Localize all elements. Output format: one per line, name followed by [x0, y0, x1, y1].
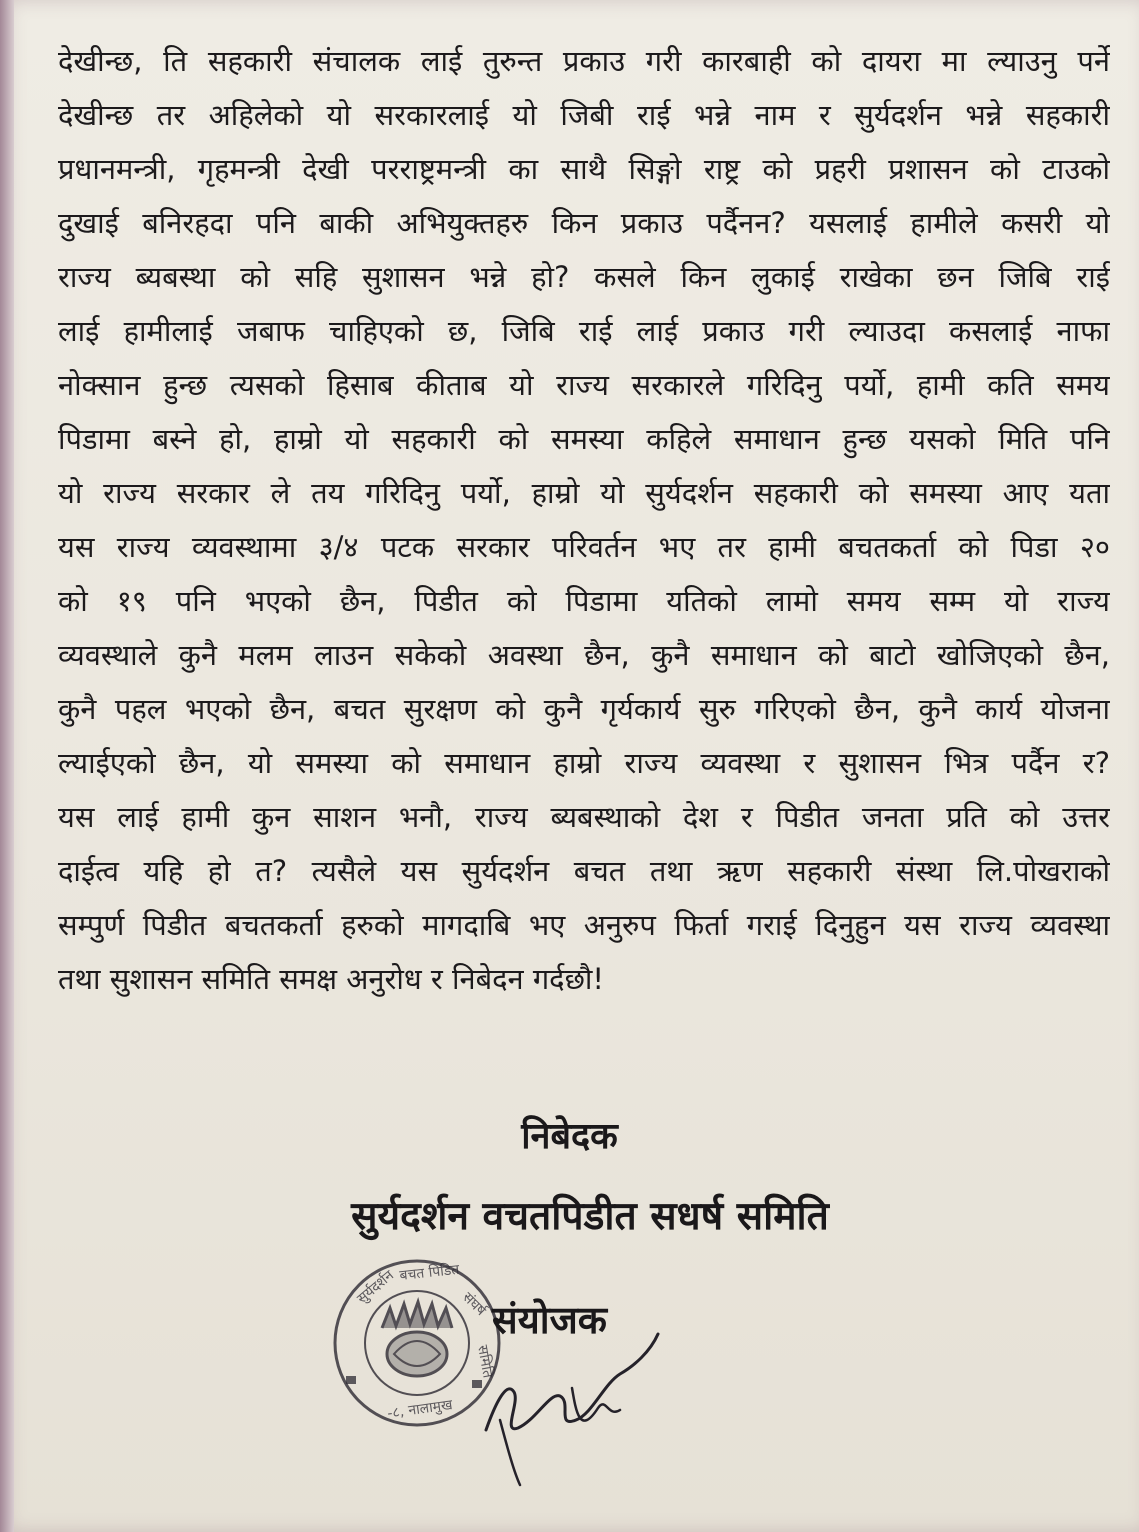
letter-line: ल्याईएको छैन, यो समस्या को समाधान हाम्रो राज्य व्यवस्था र सुशासन भित्र पर्दैन र?	[58, 746, 1110, 780]
committee-seal-stamp	[332, 1258, 502, 1428]
letter-line: देखीन्छ, ति सहकारी संचालक लाई तुरुन्त प्रकाउ गरी कारबाही को दायरा मा ल्याउनु पर्ने	[58, 44, 1110, 78]
letter-line: दुखाई बनिरहदा पनि बाकी अभियुक्तहरु किन प्रकाउ पर्दैनन? यसलाई हामीले कसरी यो	[58, 206, 1110, 240]
letter-line: तथा सुशासन समिति समक्ष अनुरोध र निबेदन गर्दछौ!	[58, 962, 605, 996]
coordinator-signature	[480, 1300, 680, 1490]
letter-line: सम्पुर्ण पिडीत बचतकर्ता हरुको मागदाबि भए अनुरुप फिर्ता गराई दिनुहुन यस राज्य व्यवस्था	[58, 908, 1110, 942]
letter-line: को १९ पनि भएको छैन, पिडीत को पिडामा यतिको लामो समय सम्म यो राज्य	[58, 584, 1110, 618]
letter-line: व्यवस्थाले कुनै मलम लाउन सकेको अवस्था छैन, कुनै समाधान को बाटो खोजिएको छैन,	[58, 638, 1110, 672]
svg-text:बचत पिडित: बचत पिडित	[398, 1261, 461, 1284]
letter-line: लाई हामीलाई जबाफ चाहिएको छ, जिबि राई लाई प्रकाउ गरी ल्याउदा कसलाई नाफा	[58, 314, 1110, 348]
letter-line: कुनै पहल भएको छैन, बचत सुरक्षण को कुनै गृर्यकार्य सुरु गरिएको छैन, कुनै कार्य योजना	[58, 692, 1110, 726]
letter-line: यस लाई हामी कुन साशन भनौ, राज्य ब्यबस्थाको देश र पिडीत जनता प्रति को उत्तर	[58, 800, 1110, 834]
page-binding-edge	[0, 0, 14, 1532]
coordinator-label: संयोजक	[492, 1298, 607, 1342]
letter-line: दाईत्व यहि हो त? त्यसैले यस सुर्यदर्शन बचत तथा ऋण सहकारी संस्था लि.पोखराको	[58, 854, 1110, 888]
letter-line: पिडामा बस्ने हो, हाम्रो यो सहकारी को समस्या कहिले समाधान हुन्छ यसको मिति पनि	[58, 422, 1110, 456]
letter-line: नोक्सान हुन्छ त्यसको हिसाब कीताब यो राज्य सरकारले गरिदिनु पर्यो, हामी कति समय	[58, 368, 1110, 402]
letter-line: प्रधानमन्त्री, गृहमन्त्री देखी परराष्ट्रमन्त्री का साथै सिङ्गो राष्ट्र को प्रहरी प्रशासन को टाउको	[58, 152, 1110, 186]
letter-line: यो राज्य सरकार ले तय गरिदिनु पर्यो, हाम्रो यो सुर्यदर्शन सहकारी को समस्या आए यता	[58, 476, 1110, 510]
letter-body	[58, 34, 1110, 1006]
letter-line: देखीन्छ तर अहिलेको यो सरकारलाई यो जिबी राई भन्ने नाम र सुर्यदर्शन भन्ने सहकारी	[58, 98, 1110, 132]
svg-text:संघर्ष: संघर्ष	[459, 1289, 489, 1320]
letter-line: राज्य ब्यबस्था को सहि सुशासन भन्ने हो? कसले किन लुकाई राखेका छन जिबि राई	[58, 260, 1110, 294]
svg-text:सुर्यदर्शन: सुर्यदर्शन	[354, 1267, 397, 1308]
applicant-heading: निबेदक	[521, 1116, 618, 1157]
svg-text:समिति: समिति	[474, 1343, 496, 1380]
letter-line: यस राज्य व्यवस्थामा ३/४ पटक सरकार परिवर्तन भए तर हामी बचतकर्ता को पिडा २०	[58, 530, 1110, 564]
svg-text:-८, नालामुख: -८, नालामुख	[386, 1396, 454, 1422]
committee-name: सुर्यदर्शन वचतपिडीत सधर्ष समिति	[351, 1194, 829, 1239]
